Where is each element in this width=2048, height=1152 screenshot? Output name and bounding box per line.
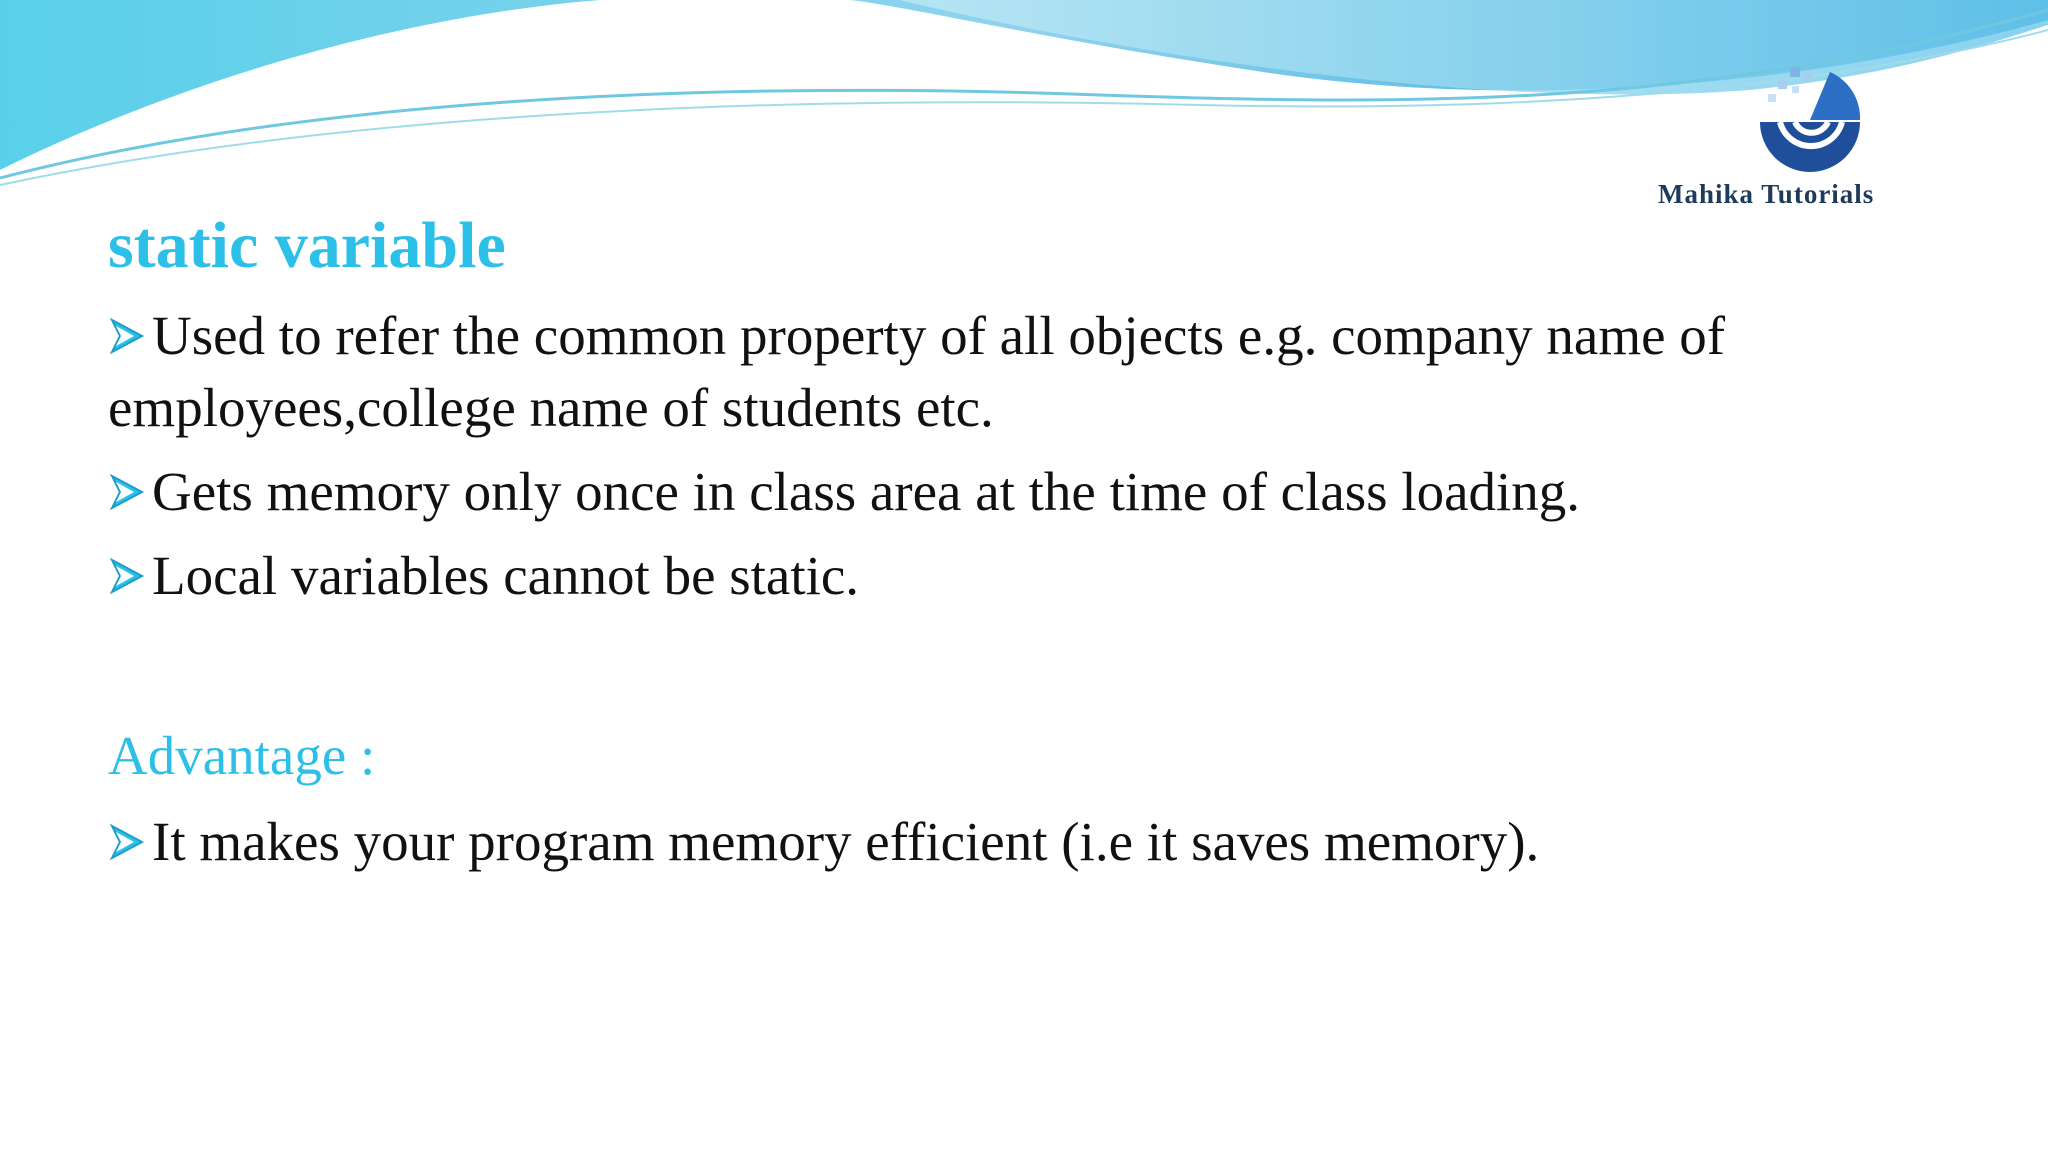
advantage-list [108, 806, 1958, 890]
bullet-text: Local variables cannot be static. [152, 545, 860, 606]
arrow-bullet-icon [108, 822, 146, 862]
arrow-bullet-icon [108, 316, 146, 356]
arrow-bullet-icon [108, 556, 146, 596]
bullet-list [108, 300, 1958, 624]
slide-title: static variable [108, 209, 506, 282]
bullet-text: It makes your program memory efficient (i.e it saves memory). [152, 811, 1540, 872]
logo-name: Mahika Tutorials [1658, 179, 1875, 209]
advantage-heading: Advantage : [108, 725, 376, 786]
arrow-bullet-icon [108, 472, 146, 512]
bullet-item [108, 456, 1958, 528]
bullet-text: Used to refer the common property of all objects e.g. company name of employees,college name of students etc. [108, 305, 1726, 438]
bullet-item [108, 300, 1958, 444]
mahika-tutorials-logo [1650, 62, 1950, 222]
bullet-text: Gets memory only once in class area at the time of class loading. [152, 461, 1581, 522]
logo-emblem-icon [1740, 62, 1880, 172]
bullet-item [108, 540, 1958, 612]
bullet-item [108, 806, 1958, 878]
